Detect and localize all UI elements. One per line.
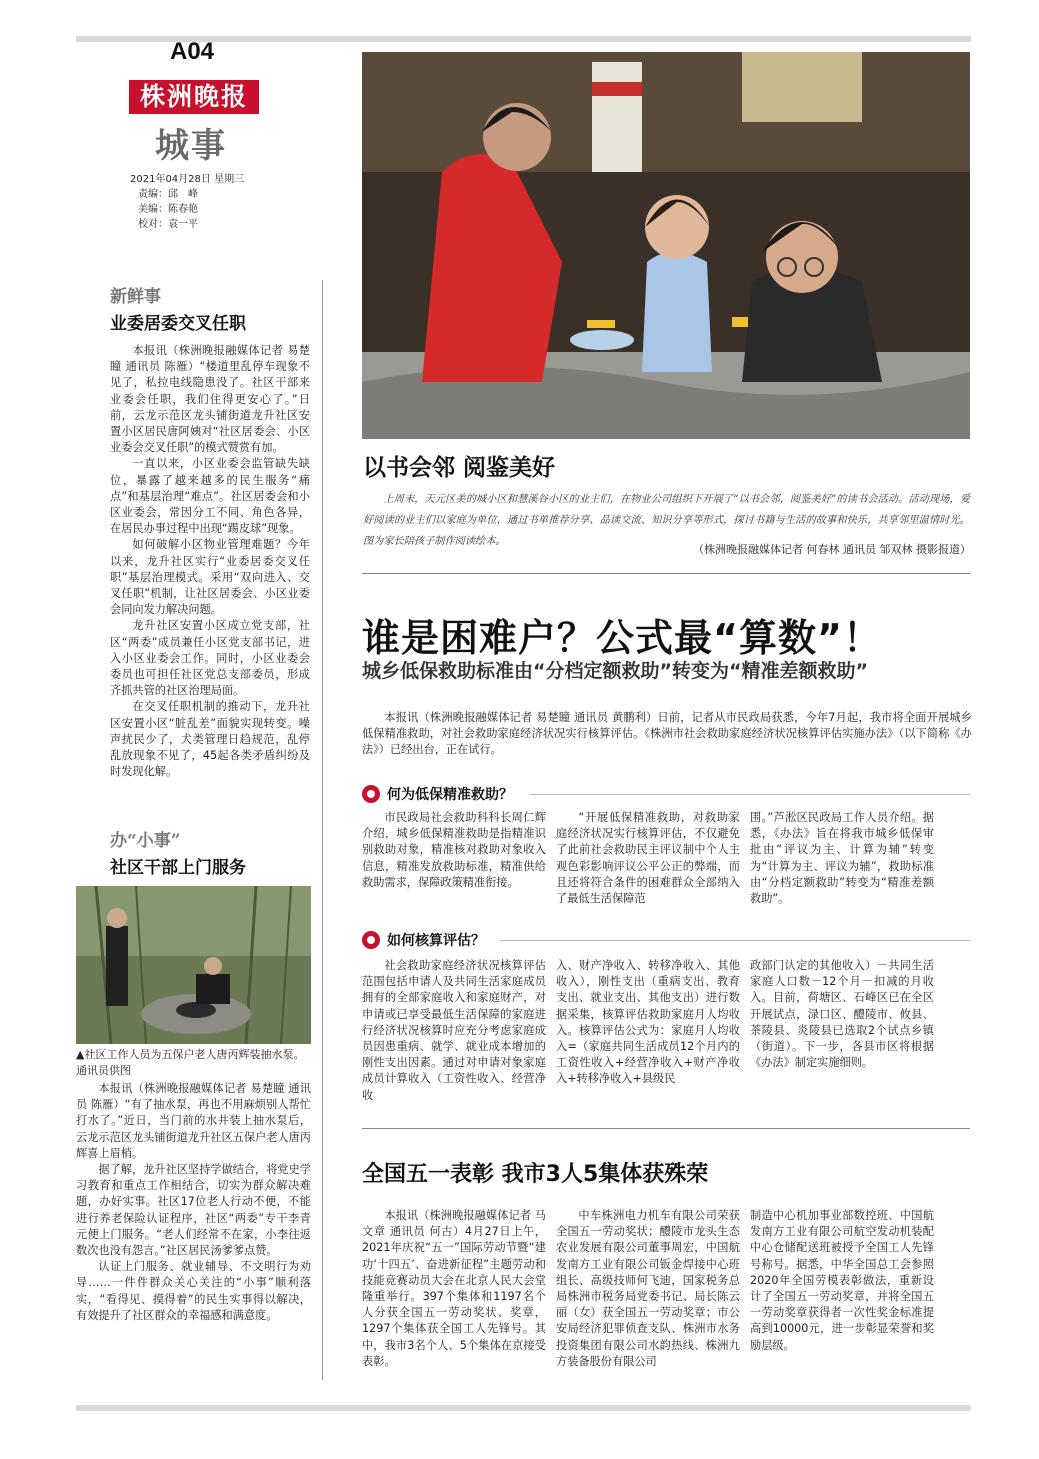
left-story-2-heading: [110, 826, 310, 878]
editor-credit: 责编：邱 峰: [138, 189, 198, 200]
paragraph: 制造中心机加事业部数控班、中国航发南方工业有限公司航空发动机装配中心仓储配送班被授予全国工人先锋号称号。据悉，中华全国总工会参照2020年全国劳模表彰做法，重新设计了全国五一劳动奖章，并将全国五一劳动奖章获得者一次性奖金标准提高到10000元，进一步彰显荣誉和奖励层级。: [750, 1209, 934, 1352]
story-title: 业委居委交叉任职: [110, 314, 246, 334]
paragraph: 龙升社区安置小区成立党支部，社区“两委”成员兼任小区党支部书记，进入小区业委会工作。同时，小区业委会委员也可担任社区党总支部委员，形成齐抓共管的社区治理局面。: [110, 619, 310, 698]
issue-date: 2021年04月28日 星期三: [130, 174, 245, 185]
reading-event-photo: [362, 52, 970, 439]
section-rule: [362, 573, 970, 574]
q1-column-2: [556, 810, 740, 914]
story-title: 社区干部上门服务: [110, 858, 246, 878]
question-rule: [530, 794, 970, 795]
paragraph: “开展低保精准救助，对救助家庭经济状况实行核算评估，不仅避免了此前社会救助民主评议制中个人主观色彩影响评议公平公正的弊端，而且还将符合条件的困难群众全部纳入了最低生活保障范: [556, 811, 740, 906]
story-3-column-1: [362, 1208, 546, 1386]
q2-column-1: [362, 958, 546, 1108]
paragraph: 如何破解小区物业管理难题？今年以来，龙升社区实行“业委居委交叉任职”基层治理模式。采用“双向进入、交叉任职”机制，让社区居委会、小区业委会同向发力解决问题。: [110, 538, 310, 617]
paragraph: 一直以来，小区业委会监管缺失缺位，暴露了越来越多的民生服务“痛点”和基层治理“难点”。社区居委会和小区业委会，常因分工不同、角色各异，在居民办事过程中出现“踢皮球”现象。: [110, 457, 310, 536]
red-circle-icon: [362, 785, 380, 803]
paragraph: 社会救助家庭经济状况核算评估范围包括申请人及共同生活家庭成员拥有的全部家庭收入和家庭财产，对申请或已享受最低生活保障的家庭进行经济状况核算时应充分考虑家庭成员因患重病、就学、就业成本增加的刚性支出因素。通过对申请对象家庭成员计算收入（工资性收入、经营净收: [362, 959, 546, 1102]
paragraph: 入、财产净收入、转移净收入、其他收入），刚性支出（重病支出、教育支出、就业支出、其他支出）进行数据采集，核算评估救助家庭月人均收入。核算评估公式为：家庭月人均收入=（家庭共同生活成员12个月内的工资性收入+经营净收入+财产净收入+转移净收入+县级民: [556, 959, 740, 1086]
main-subhead: 城乡低保救助标准由“分档定额救助”转变为“精准差额救助”: [362, 660, 868, 682]
story-kicker: 办“小事”: [110, 831, 181, 851]
issue-meta: [130, 172, 244, 232]
art-editor-credit: 美编：陈春艳: [138, 204, 198, 215]
question-heading-1: [362, 784, 513, 804]
paragraph: 据了解，龙升社区坚持学做结合，将党史学习教育和重点工作相结合，切实为群众解决难题，办好实事。社区17位老人行动不便，不能进行养老保险认证程序，社区“两委”专干李青元便上门服务。“老人们经常不在家，小李往返数次也没有怨言。”社区居民汤爹爹点赞。: [76, 1163, 311, 1258]
question-text: 如何核算评估？: [387, 933, 485, 949]
main-headline: 谁是困难户？公式最“算数”！: [362, 616, 882, 660]
water-pump-photo: [76, 886, 311, 1044]
paragraph: 本报讯（株洲晚报融媒体记者 易楚瞳 通讯员 陈雁）“有了抽水泵，再也不用麻烦别人帮忙打水了。”近日，当门前的水井装上抽水泵后，云龙示范区龙头铺街道龙升社区五保户老人唐丙辉喜上眉梢。: [76, 1082, 311, 1160]
paragraph: 认证上门服务、就业辅导、不文明行为劝导……一件件群众关心关注的“小事”顺利落实，“看得见、摸得着”的民生实事得以解决，有效提升了社区群众的幸福感和满意度。: [76, 1260, 311, 1322]
red-circle-icon: [362, 931, 380, 949]
question-text: 何为低保精准救助？: [387, 787, 513, 803]
photo-caption: ▲社区工作人员为五保户老人唐丙辉装抽水泵。 通讯员供图: [76, 1048, 305, 1077]
main-lead-paragraph: 本报讯（株洲晚报融媒体记者 易楚瞳 通讯员 黄鹏利）日前，记者从市民政局获悉，今年7月起，我市将全面开展城乡低保精准救助，对社会救助家庭经济状况实行核算评估。《株洲市社会救助家庭经济状况核算评估实施办法》（以下简称《办法》）已经出台，正在试行。: [362, 711, 972, 757]
question-heading-2: [362, 930, 485, 950]
page-number: A04: [170, 38, 215, 65]
paragraph: 围。”芦淞区民政局工作人员介绍。据悉，《办法》旨在将我市城乡低保审批由“评议为主、计算为辅”转变为“计算为主、评议为辅”，救助标准由“分档定额救助”转变为“精准差额救助”。: [750, 811, 934, 906]
newspaper-masthead-logo: 株洲晚报: [129, 80, 259, 114]
question-rule: [500, 940, 970, 941]
paragraph: 本报讯（株洲晚报融媒体记者 易楚瞳 通讯员 陈雁）“楼道里乱停车现象不见了，私拉电线隐患没了。社区干部来业委会任职，我们住得更安心了。”日前，云龙示范区龙头铺街道龙升社区安置小区居民唐阿姨对“社区居委会、小区业委会交叉任职”的模式赞赏有加。: [110, 344, 310, 455]
paragraph: 在交叉任职机制的推动下，龙升社区安置小区“脏乱差”面貌实现转变。噪声扰民少了，犬类管理日趋规范，乱停乱放现象不见了，45起各类矛盾纠纷及时发现化解。: [110, 700, 310, 779]
section-rule: [362, 1128, 970, 1129]
bottom-rule: [76, 1405, 971, 1411]
section-title: 城事: [155, 126, 227, 166]
q1-column-1: [362, 810, 546, 914]
story-kicker: 新鲜事: [110, 287, 161, 307]
paragraph: 本报讯（株洲晚报融媒体记者 马文章 通讯员 何古）4月27日上午，2021年庆祝“五一”国际劳动节暨“建功‘十四五’、奋进新征程”主题劳动和技能竞赛动员大会在北京人民大会堂隆重举行。397个集体和1197名个人分获全国五一劳动奖状、奖章，1297个集体获全国工人先锋号。其中，我市3名个人、5个集体在京接受表彰。: [362, 1209, 546, 1368]
q1-column-3: [750, 810, 934, 914]
story-3-column-2: [556, 1208, 740, 1386]
column-divider: [322, 280, 323, 1380]
paragraph: 中车株洲电力机车有限公司荣获全国五一劳动奖状；醴陵市龙头生态农业发展有限公司董事周宏，中国航发南方工业有限公司钣金焊接中心班组长、高级技师何飞迪，国家税务总局株洲市税务局党委书记、局长陈云丽（女）获全国五一劳动奖章；市公安局经济犯罪侦查支队、株洲市水务投资集团有限公司水韵热线、株洲九方装备股份有限公司: [556, 1209, 740, 1368]
proofreader-credit: 校对：袁一平: [138, 219, 198, 230]
q2-column-3: [750, 958, 934, 1108]
story-3-column-3: [750, 1208, 934, 1386]
left-story-1-heading: [110, 282, 310, 334]
left-story-1-body: [110, 343, 310, 803]
left-story-2-body: [76, 1081, 311, 1386]
paragraph: 市民政局社会救助科科长周仁辉介绍，城乡低保精准救助是指精准识别救助对象，精准核对救助对象收入信息，精准发放救助标准，精准供给救助需求，保障政策精准衔接。: [362, 811, 546, 889]
story-3-headline: 全国五一表彰 我市3人5集体获殊荣: [362, 1162, 709, 1187]
photo-story-caption: 上周末，天元区美的城小区和慧溪谷小区的业主们，在物业公司组织下开展了“以书会邻，阅鉴美好”的读书会活动。活动现场，爱好阅读的业主们以家庭为单位，通过书单推荐分享、品读交流、知识分享等形式，探讨书籍与生活的故事和快乐，共享邻里温情时光。图为家长陪孩子制作阅读绘本。: [363, 494, 970, 547]
paragraph: 政部门认定的其他收入）－共同生活家庭人口数－12个月－扣减的月收入。目前，荷塘区、石峰区已在全区开展试点，渌口区、醴陵市、攸县、茶陵县、炎陵县已选取2个试点乡镇（街道）。下一步，各县市区将根据《办法》制定实施细则。: [750, 959, 934, 1070]
photo-story-title: 以书会邻 阅鉴美好: [363, 455, 556, 481]
photo-credit: （株洲晚报融媒体记者 何春林 通讯员 邹双林 摄影报道）: [693, 543, 971, 556]
q2-column-2: [556, 958, 740, 1108]
